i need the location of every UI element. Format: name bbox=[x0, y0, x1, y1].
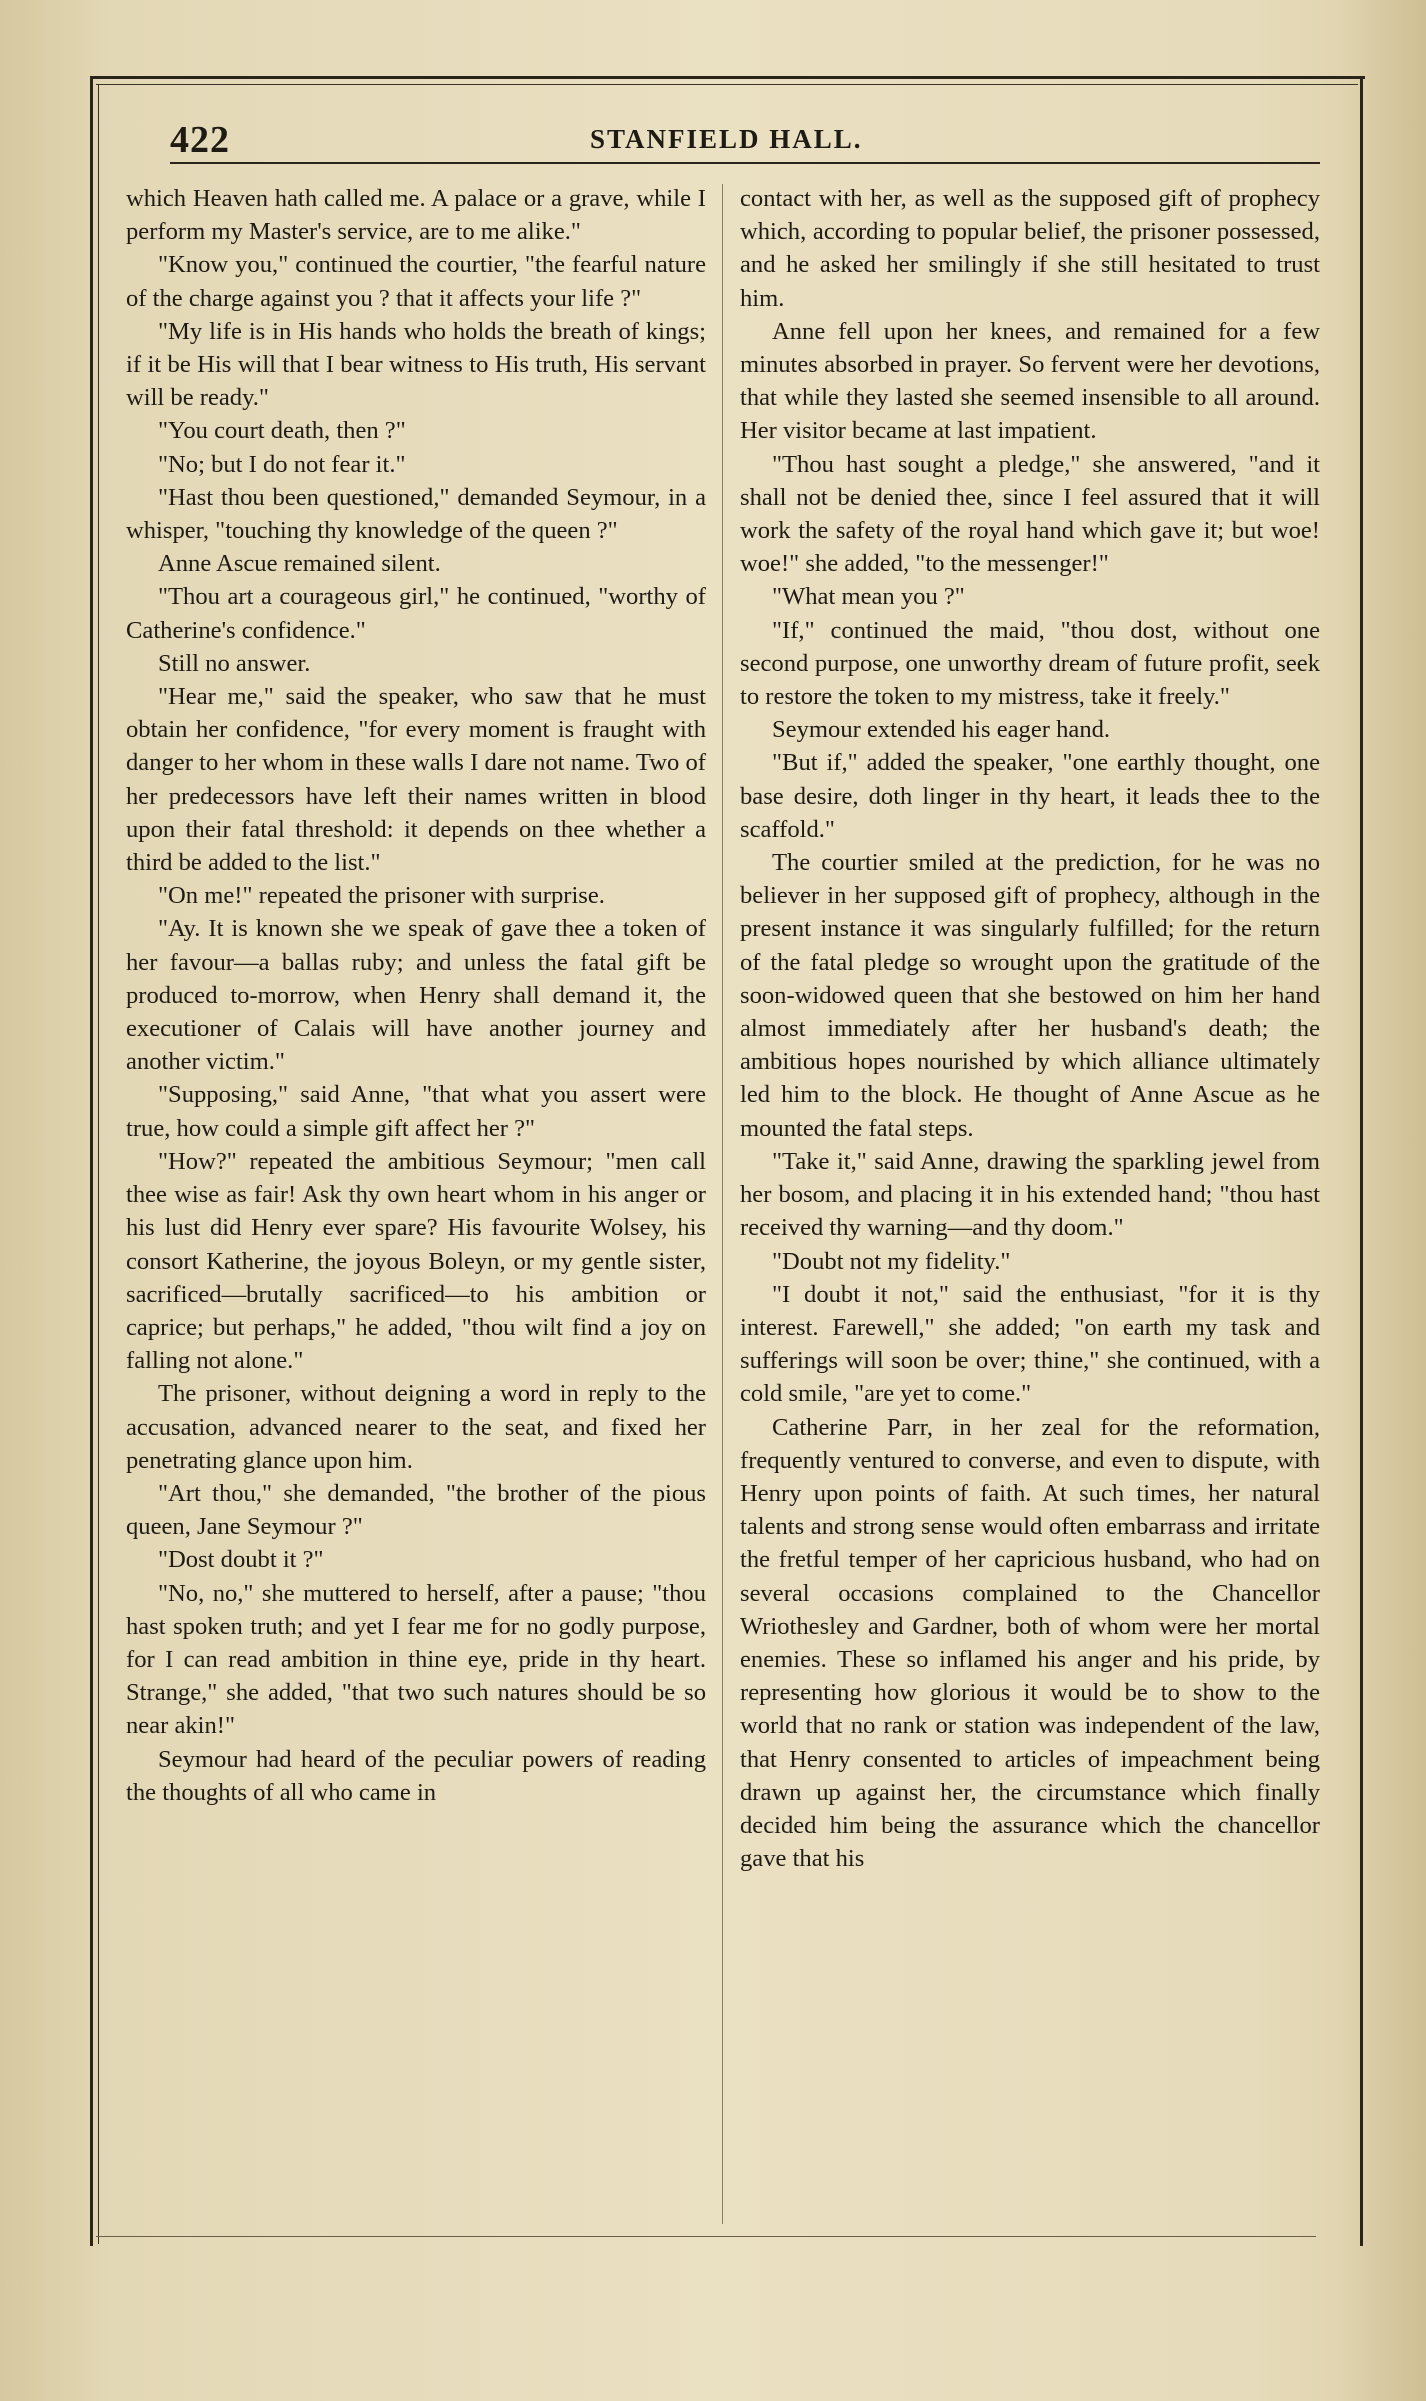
paragraph: "I doubt it not," said the enthusiast, "for it is thy interest. Farewell," she added; "on earth my task and sufferings will soon be over; thine," she continued, with a cold smile, "are yet to come." bbox=[740, 1280, 1320, 1408]
paragraph: contact with her, as well as the supposed gift of prophecy which, according to popular belief, the prisoner possessed, and he asked her smilingly if she still hesitated to trust him. bbox=[740, 185, 1320, 312]
column-divider bbox=[722, 184, 723, 2224]
paragraph: Catherine Parr, in her zeal for the reformation, frequently ventured to converse, and even to dispute, with Henry upon points of faith. At such times, her natural talents and strong sense would often embarrass and irritate the fretful temper of her capricious husband, who had on several occasions complained to the Chancellor Wriothesley and Gardner, both of whom were her mortal enemies. These so inflamed his anger and his pride, by representing how glorious it would be to show to the world that no rank or station was independent of the law, that Henry consented to articles of impeachment being drawn up against her, the circumstance which finally decided him being the assurance which the chancellor gave that his bbox=[740, 1413, 1320, 1873]
paragraph: "Thou art a courageous girl," he continued, "worthy of Catherine's confidence." bbox=[126, 583, 706, 644]
border-rule-top-inner bbox=[96, 84, 1358, 85]
paragraph: "No, no," she muttered to herself, after a pause; "thou hast spoken truth; and yet I fear me for no godly purpose, for I can read ambition in thine eye, pride in thy heart. Strange," she added, "that two such natures should be so near akin!" bbox=[126, 1579, 706, 1740]
border-rule-top bbox=[90, 76, 1365, 79]
paragraph: "But if," added the speaker, "one earthly thought, one base desire, doth linger in thy heart, it leads thee to the scaffold." bbox=[740, 749, 1320, 843]
paragraph: "Art thou," she demanded, "the brother of the pious queen, Jane Seymour ?" bbox=[126, 1479, 706, 1541]
border-rule-left bbox=[90, 76, 93, 2246]
left-column bbox=[126, 182, 706, 1809]
page-header bbox=[170, 118, 1320, 162]
paragraph: "My life is in His hands who holds the breath of kings; if it be His will that I bear witness to His truth, His servant will be ready." bbox=[126, 317, 706, 412]
paragraph: "What mean you ?" bbox=[772, 583, 965, 611]
border-rule-left-inner bbox=[98, 84, 99, 2244]
paragraph: "Take it," said Anne, drawing the sparkling jewel from her bosom, and placing it in his extended hand; "thou hast received thy warning—and thy doom." bbox=[740, 1147, 1320, 1242]
running-title: STANFIELD HALL. bbox=[590, 124, 863, 154]
paragraph: Anne fell upon her knees, and remained for a few minutes absorbed in prayer. So fervent were her devotions, that while they lasted she seemed insensible to all around. Her visitor became at last impatient. bbox=[740, 317, 1320, 445]
paragraph: "Hear me," said the speaker, who saw that he must obtain her confidence, "for every moment is fraught with danger to her whom in these walls I dare not name. Two of her predecessors have left their names written in blood upon their fatal threshold: it depends on thee whether a third be added to the list." bbox=[126, 683, 706, 877]
paragraph: "Doubt not my fidelity." bbox=[772, 1247, 1011, 1275]
paragraph: "Thou hast sought a pledge," she answered, "and it shall not be denied thee, since I feel assured that it will work the safety of the royal hand which gave it; but woe! woe!" she added, "to the messenger!" bbox=[740, 450, 1320, 578]
paragraph: Anne Ascue remained silent. bbox=[158, 550, 441, 578]
paragraph: Seymour extended his eager hand. bbox=[772, 716, 1111, 744]
paragraph: "How?" repeated the ambitious Seymour; "men call thee wise as fair! Ask thy own heart whom in his anger or his lust did Henry ever spare? His favourite Wolsey, his consort Katherine, the joyous Boleyn, or my gentle sister, sacrificed—brutally sacrificed—to his ambition or caprice; but perhaps," he added, "thou wilt find a joy on falling not alone." bbox=[126, 1147, 706, 1375]
page-edge-stain bbox=[1340, 0, 1426, 2401]
paragraph: which Heaven hath called me. A palace or a grave, while I perform my Master's service, are to me alike." bbox=[126, 185, 706, 246]
border-rule-bottom bbox=[96, 2236, 1316, 2237]
paragraph: The courtier smiled at the prediction, for he was no believer in her supposed gift of prophecy, although in the present instance it was singularly fulfilled; for the return of the fatal pledge so wrought upon the gratitude of the soon-widowed queen that she bestowed on him her hand almost immediately after her husband's death; the ambitious hopes nourished by which alliance ultimately led him to the block. He thought of Anne Ascue as he mounted the fatal steps. bbox=[740, 849, 1320, 1142]
right-column bbox=[740, 182, 1320, 1875]
paragraph: "Hast thou been questioned," demanded Seymour, in a whisper, "touching thy knowledge of the queen ?" bbox=[126, 483, 706, 545]
border-rule-right bbox=[1360, 76, 1363, 2246]
paragraph: Still no answer. bbox=[158, 649, 311, 677]
page-number: 422 bbox=[170, 119, 230, 161]
paragraph: "No; but I do not fear it." bbox=[158, 450, 406, 478]
paragraph: "Ay. It is known she we speak of gave thee a token of her favour—a ballas ruby; and unless the fatal gift be produced to-morrow, when Henry shall demand it, the executioner of Calais will have another journey and another victim." bbox=[126, 915, 706, 1076]
paragraph: "Dost doubt it ?" bbox=[158, 1546, 324, 1574]
paragraph: "If," continued the maid, "thou dost, without one second purpose, one unworthy dream of future profit, seek to restore the token to my mistress, take it freely." bbox=[740, 616, 1320, 711]
paragraph: "You court death, then ?" bbox=[158, 417, 406, 445]
paragraph: "Supposing," said Anne, "that what you assert were true, how could a simple gift affect her ?" bbox=[126, 1081, 706, 1142]
paragraph: Seymour had heard of the peculiar powers of reading the thoughts of all who came in bbox=[126, 1745, 706, 1806]
paragraph: "On me!" repeated the prisoner with surprise. bbox=[158, 882, 605, 910]
paragraph: "Know you," continued the courtier, "the fearful nature of the charge against you ? that it affects your life ?" bbox=[126, 251, 706, 312]
paragraph: The prisoner, without deigning a word in reply to the accusation, advanced nearer to the seat, and fixed her penetrating glance upon him. bbox=[126, 1380, 706, 1474]
header-rule bbox=[170, 162, 1320, 164]
